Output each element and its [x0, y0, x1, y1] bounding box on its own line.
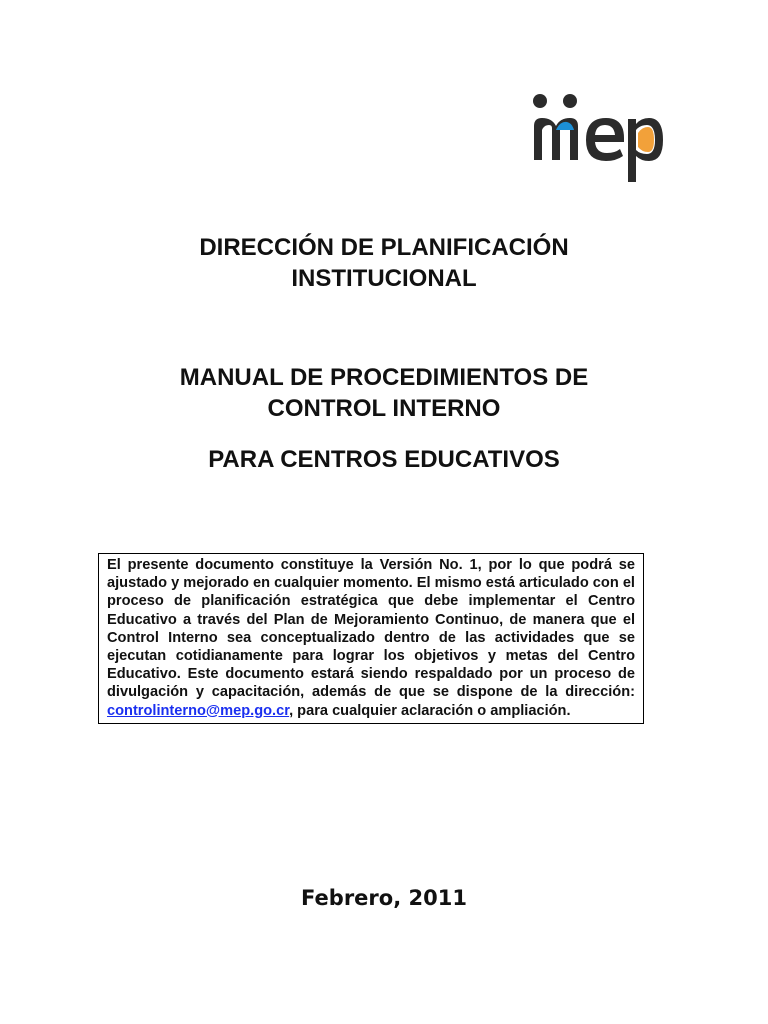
- publication-date: Febrero, 2011: [301, 886, 467, 910]
- manual-title-line2: CONTROL INTERNO: [267, 395, 501, 422]
- logo-head-left: [533, 94, 547, 108]
- version-notice-tail: , para cualquier aclaración o ampliación.: [289, 702, 571, 719]
- mep-logo: [530, 90, 665, 185]
- manual-subtitle: PARA CENTROS EDUCATIVOS: [208, 446, 560, 473]
- version-notice-text: El presente documento constituye la Versión No. 1, por lo que podrá se ajustado y mejorado en cualquier momento. El mismo está articulado con el proceso de planificación estratégica que debe implementar el Centro Educativo a través del Plan de Mejoramiento Continuo, de manera que el Control Interno sea conceptualizado dentro de las actividades que se ejecutan cotidianamente para lograr los objetivos y metas del Centro Educativo. Este documento estará siendo respaldado por un proceso de divulgación y capacitación, además de que se dispone de la dirección:: [107, 557, 635, 701]
- institution-heading-line2: INSTITUCIONAL: [291, 265, 477, 292]
- manual-title-line1: MANUAL DE PROCEDIMIENTOS DE: [179, 364, 589, 391]
- logo-p-bowl-accent: [638, 127, 654, 152]
- logo-head-middle: [563, 94, 577, 108]
- institution-heading: [0, 232, 768, 294]
- logo-e: [586, 118, 624, 161]
- institution-heading-line1: DIRECCIÓN DE PLANIFICACIÓN: [199, 234, 569, 261]
- logo-m: [534, 118, 578, 160]
- contact-email-link[interactable]: controlinterno@mep.go.cr: [107, 702, 290, 719]
- version-notice-box: [98, 553, 644, 724]
- manual-title: [0, 362, 768, 424]
